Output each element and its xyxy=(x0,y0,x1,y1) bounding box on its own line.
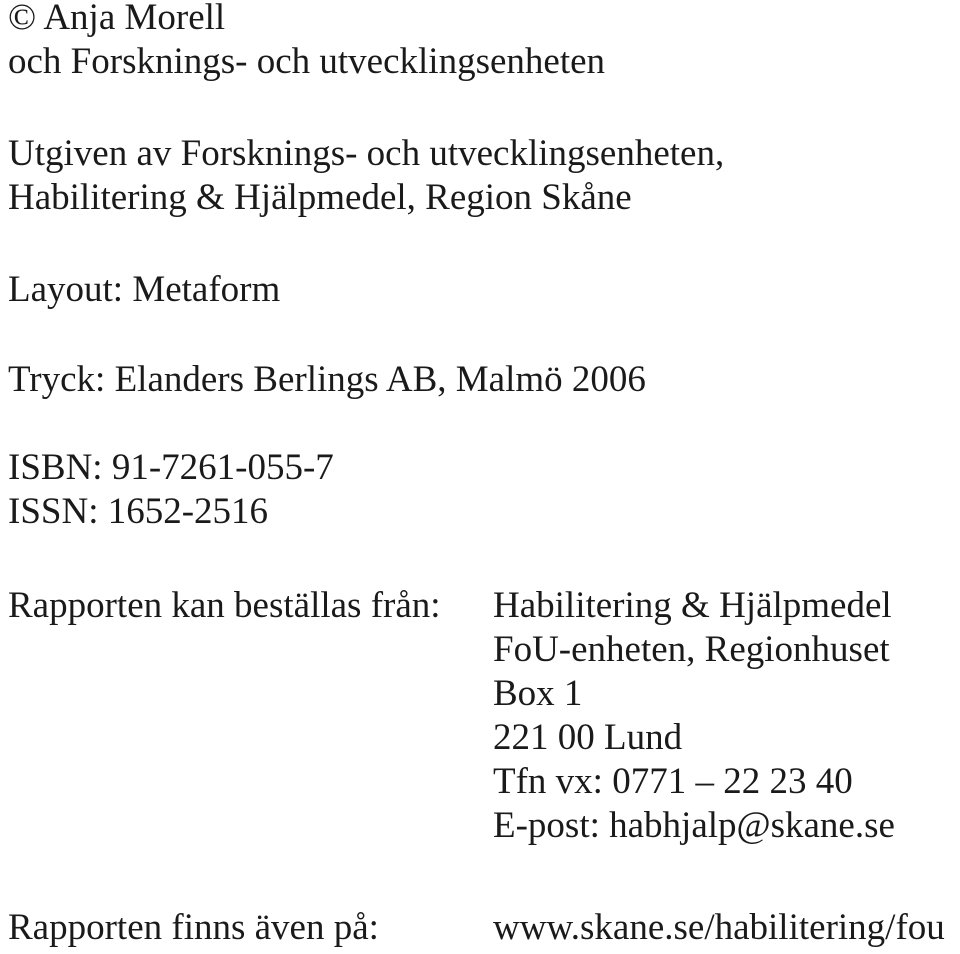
copyright-coholder: och Forsknings- och utvecklingsenheten xyxy=(8,41,606,82)
layout-text: Layout: Metaform xyxy=(8,269,281,310)
publisher-block xyxy=(8,132,724,220)
publisher-line-2: Habilitering & Hjälpmedel, Region Skåne xyxy=(8,177,632,218)
address-postal-city: 221 00 Lund xyxy=(493,717,683,758)
copyright-holder: © Anja Morell xyxy=(8,0,226,38)
address-box: Box 1 xyxy=(493,673,583,714)
print-credit xyxy=(8,358,646,402)
address-organization: Habilitering & Hjälpmedel xyxy=(493,585,892,626)
colophon-page xyxy=(8,0,956,954)
issn-number: ISSN: 1652-2516 xyxy=(8,491,269,532)
online-url xyxy=(493,906,945,950)
copyright-block xyxy=(8,0,605,84)
publisher-line-1: Utgiven av Forsknings- och utvecklingsenheten, xyxy=(8,133,725,174)
website-link: www.skane.se/habilitering/fou xyxy=(493,907,945,948)
online-label-text: Rapporten finns även på: xyxy=(8,907,379,948)
print-text: Tryck: Elanders Berlings AB, Malmö 2006 xyxy=(8,359,646,400)
isbn-number: ISBN: 91-7261-055-7 xyxy=(8,447,334,488)
identifiers-block xyxy=(8,446,334,534)
address-email: E-post: habhjalp@skane.se xyxy=(493,805,895,846)
order-label xyxy=(8,584,441,628)
order-label-text: Rapporten kan beställas från: xyxy=(8,585,441,626)
layout-credit xyxy=(8,268,280,312)
address-phone: Tfn vx: 0771 – 22 23 40 xyxy=(493,761,853,802)
order-address xyxy=(493,584,895,848)
address-department: FoU-enheten, Regionhuset xyxy=(493,629,890,670)
online-label xyxy=(8,906,379,950)
